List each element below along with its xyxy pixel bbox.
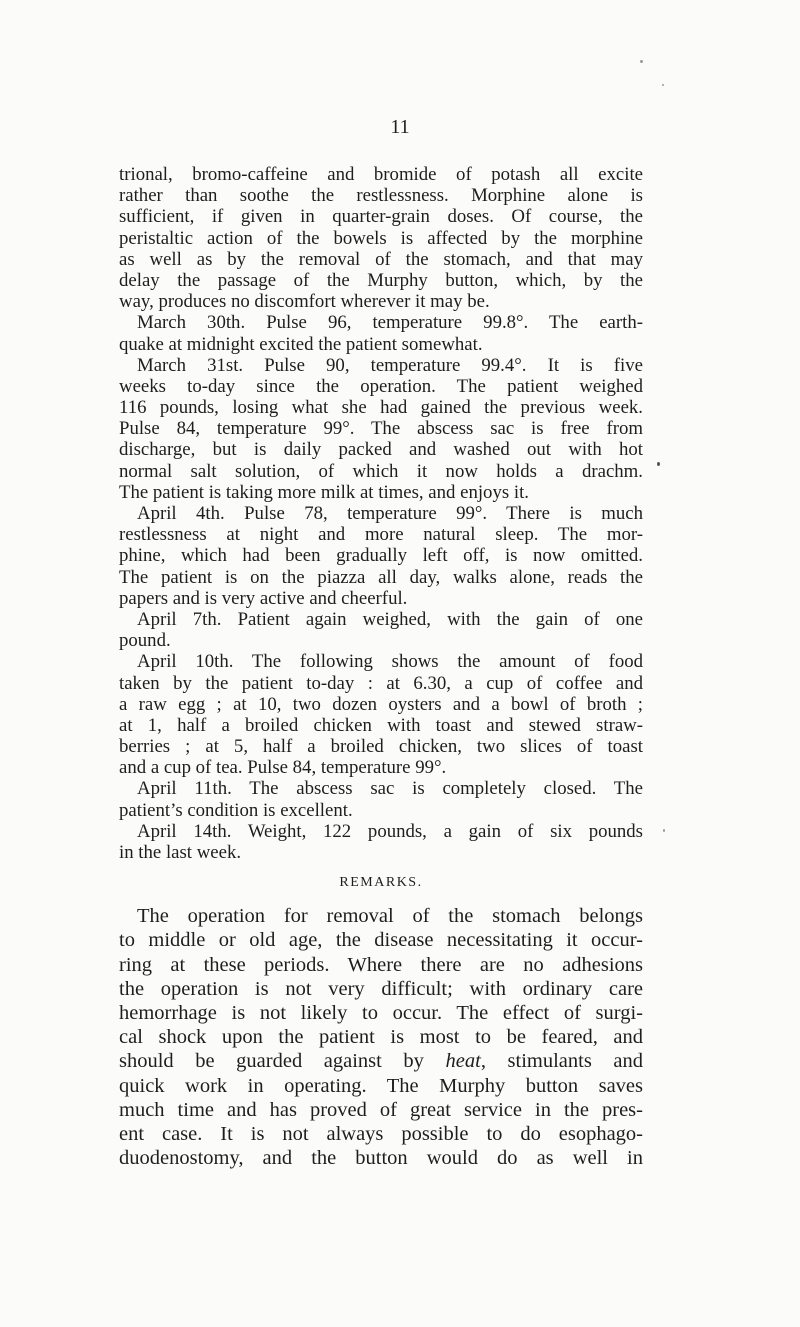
text-line: to middle or old age, the disease necessitating it occur- xyxy=(119,929,643,952)
text-line: quick work in operating. The Murphy button saves xyxy=(119,1074,643,1097)
text-line: 116 pounds, losing what she had gained the previous week. xyxy=(119,397,643,419)
text-line: should be guarded against by heat, stimulants and xyxy=(119,1050,643,1073)
page-speck xyxy=(663,829,665,832)
text-line: weeks to-day since the operation. The patient weighed xyxy=(119,375,643,397)
text-line: Pulse 84, temperature 99°. The abscess sac is free from xyxy=(119,418,643,440)
text-line: way, produces no discomfort wherever it may be. xyxy=(119,291,490,313)
text-line: peristaltic action of the bowels is affected by the morphine xyxy=(119,227,643,249)
page-speck xyxy=(662,84,664,86)
text-line: The operation for removal of the stomach belongs xyxy=(137,905,643,928)
page-speck xyxy=(657,462,660,466)
text-line: duodenostomy, and the button would do as well in xyxy=(119,1147,643,1170)
text-line: pound. xyxy=(119,630,171,652)
text-line: papers and is very active and cheerful. xyxy=(119,587,408,609)
text-line: April 4th. Pulse 78, temperature 99°. There is much xyxy=(137,503,643,524)
text-line: a raw egg ; at 10, two dozen oysters and a bowl of broth ; xyxy=(119,693,643,715)
text-line: restlessness at night and more natural sleep. The mor- xyxy=(119,524,643,546)
text-line: March 31st. Pulse 90, temperature 99.4°. It is five xyxy=(137,354,643,376)
text-line: The patient is taking more milk at times, and enjoys it. xyxy=(119,481,529,503)
text-line: rather than soothe the restlessness. Morphine alone is xyxy=(119,185,643,207)
text-line: in the last week. xyxy=(119,842,242,863)
text-line: April 14th. Weight, 122 pounds, a gain of six pounds xyxy=(137,820,643,842)
text-line: quake at midnight excited the patient somewhat. xyxy=(119,333,483,355)
text-line: as well as by the removal of the stomach, and that may xyxy=(119,248,643,270)
text-line: berries ; at 5, half a broiled chicken, two slices of toast xyxy=(119,736,643,758)
text-line: the operation is not very difficult; with ordinary care xyxy=(119,977,643,1000)
text-line: April 7th. Patient again weighed, with the gain of one xyxy=(137,608,643,630)
text-line: The patient is on the piazza all day, walks alone, reads the xyxy=(119,566,643,588)
page-speck xyxy=(640,60,643,63)
text-line: taken by the patient to-day : at 6.30, a cup of coffee and xyxy=(119,672,643,694)
text-line: much time and has proved of great service in the pres- xyxy=(119,1098,643,1121)
text-line: discharge, but is daily packed and washed out with hot xyxy=(119,439,643,461)
text-line: cal shock upon the patient is most to be feared, and xyxy=(119,1026,643,1049)
text-line: trional, bromo-caffeine and bromide of potash all excite xyxy=(119,164,643,185)
text-block xyxy=(119,164,643,1170)
text-line: March 30th. Pulse 96, temperature 99.8°. The earth- xyxy=(137,312,643,334)
text-line: at 1, half a broiled chicken with toast and stewed straw- xyxy=(119,714,643,736)
text-line: and a cup of tea. Pulse 84, temperature 99°. xyxy=(119,757,447,779)
text-line: phine, which had been gradually left off, is now omitted. xyxy=(119,545,643,567)
emphasis: heat xyxy=(445,1050,481,1073)
text-line: April 11th. The abscess sac is completely closed. The xyxy=(137,778,643,800)
text-line: ring at these periods. Where there are no adhesions xyxy=(119,953,643,976)
remarks-text xyxy=(119,904,643,1170)
remarks-heading: REMARKS. xyxy=(339,875,423,891)
text-line: patient’s condition is excellent. xyxy=(119,799,353,821)
text-line: normal salt solution, of which it now holds a drachm. xyxy=(119,460,643,482)
text-line: hemorrhage is not likely to occur. The effect of surgi- xyxy=(119,1001,643,1024)
body-text xyxy=(119,164,643,863)
page-number: 11 xyxy=(390,116,410,138)
text-line: April 10th. The following shows the amount of food xyxy=(137,651,643,673)
text-line: delay the passage of the Murphy button, which, by the xyxy=(119,269,643,291)
text-line: sufficient, if given in quarter-grain doses. Of course, the xyxy=(119,206,643,228)
text-line: ent case. It is not always possible to do esophago- xyxy=(119,1122,643,1145)
